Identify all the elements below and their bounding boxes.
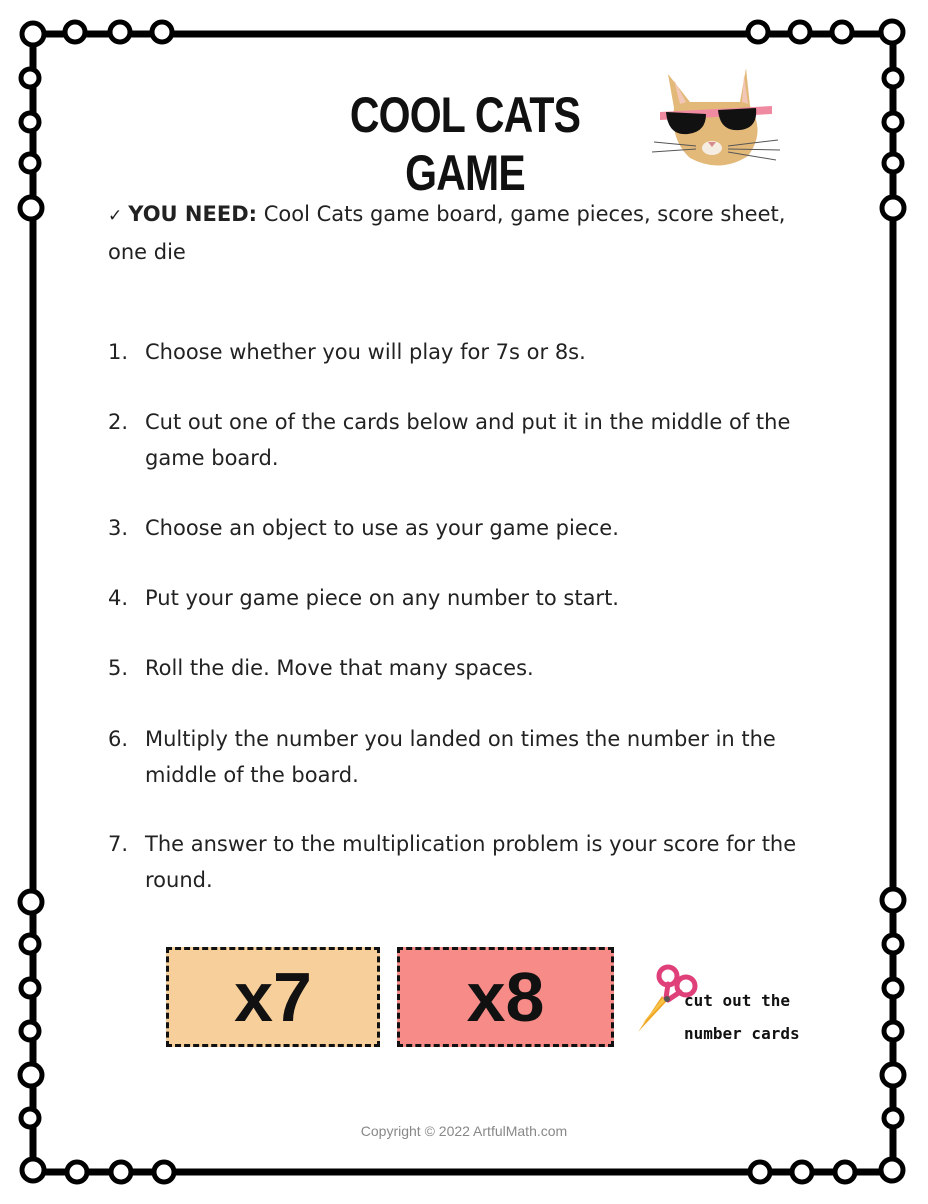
page-title: COOL CATS GAME [349,87,581,201]
materials-needed [108,196,808,270]
list-item: 6. Multiply the number you landed on times the number in the middle of the board. [108,727,776,787]
materials-label: YOU NEED: [128,202,258,226]
checkmark-icon: ✓ [108,206,123,226]
materials-text: Cool Cats game board, game pieces, score sheet, one die [108,202,786,264]
list-item: 5. Roll the die. Move that many spaces. [108,656,534,680]
number-card-x8: x8 [397,947,614,1047]
copyright-text: Copyright © 2022 ArtfulMath.com [360,1123,568,1139]
cut-out-note: cut out the number cards [684,991,800,1043]
list-item: 2. Cut out one of the cards below and put it in the middle of the game board. [108,410,791,470]
list-item: 4. Put your game piece on any number to start. [108,586,619,610]
number-card-x7: x7 [166,947,380,1047]
list-item: 3. Choose an object to use as your game piece. [108,516,619,540]
cat-with-sunglasses-icon [650,62,790,172]
list-item: 1. Choose whether you will play for 7s or 8s. [108,340,586,364]
list-item: 7. The answer to the multiplication problem is your score for the round. [108,832,797,892]
